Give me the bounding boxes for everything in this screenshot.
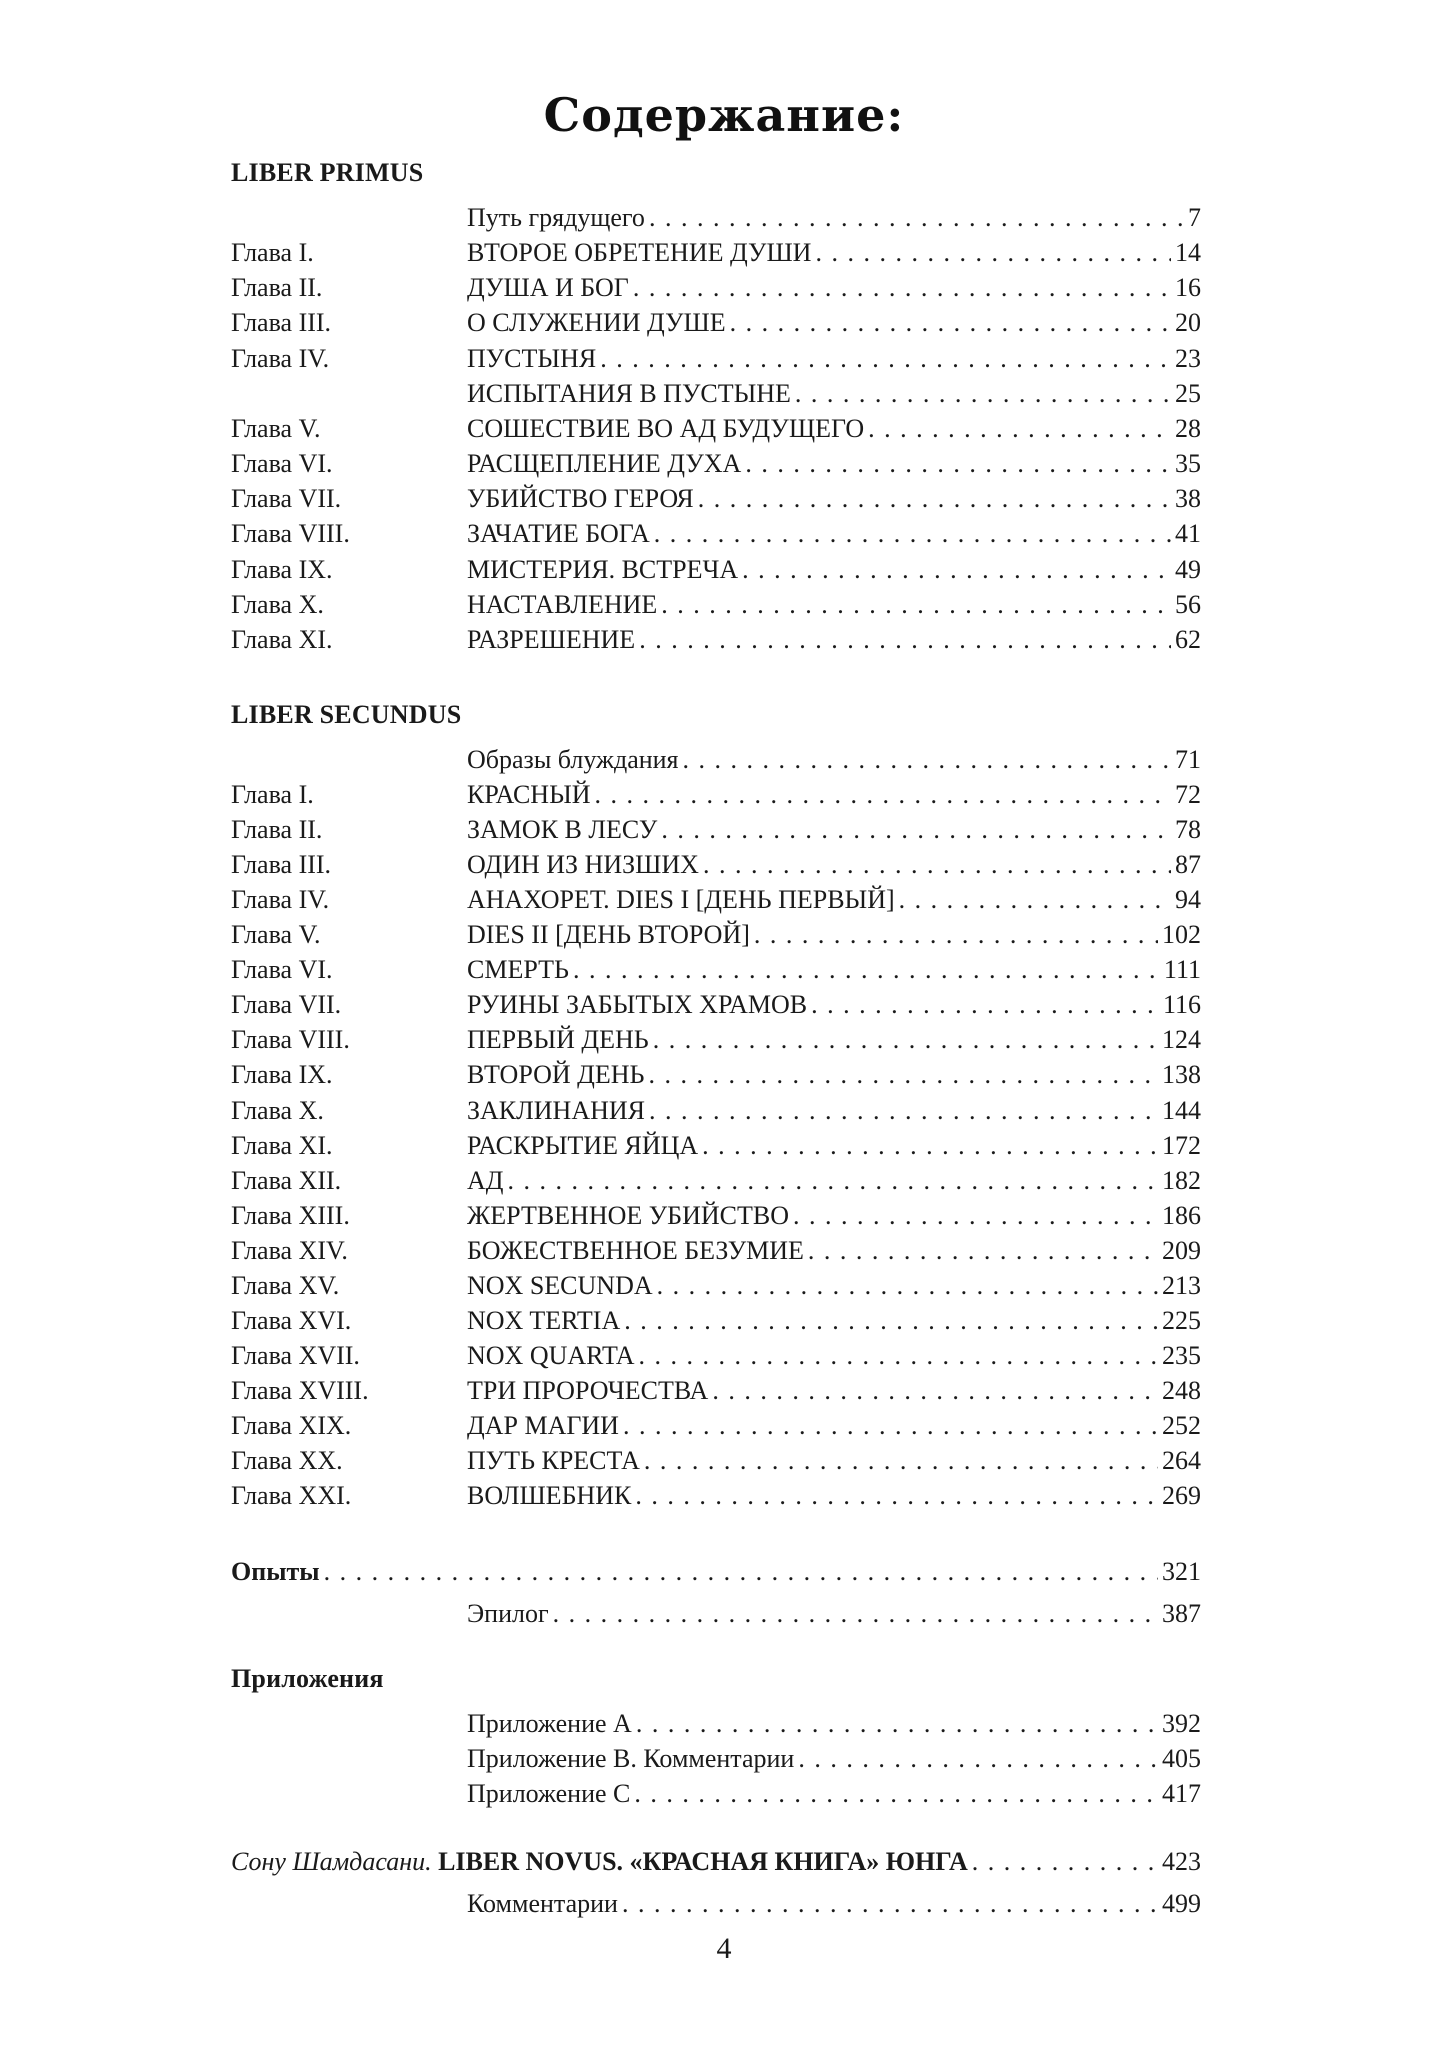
dot-leader (634, 1776, 1158, 1812)
toc-entry-title: СМЕРТЬ (467, 955, 569, 985)
toc-entry-title: DIES II [ДЕНЬ ВТОРОЙ] (467, 920, 750, 950)
dot-leader (712, 1373, 1158, 1409)
toc-entry-chapter: Глава IV. (231, 343, 330, 373)
toc-row-epilog (231, 1596, 1201, 1632)
toc-entry-page: 102 (1162, 920, 1201, 950)
toc-entry-page: 213 (1162, 1270, 1201, 1300)
toc-entry-chapter: Глава XI. (231, 624, 333, 654)
toc-entry-title: Комментарии (467, 1889, 618, 1918)
toc-entry-title: РУИНЫ ЗАБЫТЫХ ХРАМОВ (467, 990, 808, 1020)
toc-row-shamdasani (231, 1844, 1201, 1880)
toc-entry-page: 248 (1162, 1375, 1201, 1405)
toc-entry-page: 56 (1175, 589, 1201, 619)
dot-leader (683, 742, 1171, 778)
toc-entry-page: 172 (1162, 1130, 1201, 1160)
toc-entry-page: 387 (1162, 1599, 1201, 1628)
toc-entry-title: ИСПЫТАНИЯ В ПУСТЫНЕ (467, 378, 791, 408)
dot-leader (703, 847, 1171, 883)
dot-leader (644, 1443, 1158, 1479)
dot-leader (795, 376, 1171, 412)
toc-entry-title: АД (467, 1165, 504, 1195)
dot-leader (657, 1268, 1158, 1304)
toc-entry-page: 7 (1188, 203, 1201, 232)
toc-row (231, 917, 1201, 953)
toc-entry-title: Опыты (231, 1557, 320, 1586)
dot-leader (623, 1408, 1158, 1444)
toc-row (231, 622, 1201, 658)
dot-leader (508, 1163, 1158, 1199)
toc-entry-title: ВОЛШЕБНИК (467, 1481, 632, 1511)
toc-entry-chapter: Глава III. (231, 308, 332, 338)
toc-entry-title: АНАХОРЕТ. DIES I [ДЕНЬ ПЕРВЫЙ] (467, 885, 895, 915)
toc-entry-page: 78 (1175, 815, 1201, 845)
toc-row (231, 1057, 1201, 1093)
dot-leader (653, 1022, 1158, 1058)
toc-row (231, 411, 1201, 447)
toc-row (231, 1776, 1201, 1812)
toc-entry-page: 209 (1162, 1235, 1201, 1265)
toc-entry-title: NOX QUARTA (467, 1340, 635, 1370)
toc-entry-chapter: Глава VI. (231, 955, 333, 985)
toc-entry-chapter: Глава XXI. (231, 1481, 352, 1511)
dot-leader (324, 1554, 1158, 1590)
toc-row (231, 987, 1201, 1023)
toc-entry-page: 23 (1175, 343, 1201, 373)
toc-entry-page: 264 (1162, 1446, 1201, 1475)
dot-leader (702, 1128, 1158, 1164)
toc-row (231, 847, 1201, 883)
toc-entry-author: Сону Шамдасани. (231, 1847, 432, 1876)
toc-entry-chapter: Глава XII. (231, 1165, 342, 1195)
toc-entry-title: ВТОРОЙ ДЕНЬ (467, 1060, 645, 1090)
toc-entry-page: 41 (1175, 519, 1201, 549)
toc-entry-chapter: Глава XIV. (231, 1235, 348, 1265)
toc-entry-page: 252 (1162, 1410, 1201, 1440)
toc-row (231, 446, 1201, 482)
toc-row (231, 777, 1201, 813)
toc-entry-title: КРАСНЫЙ (467, 780, 591, 810)
toc-row (231, 1741, 1201, 1777)
toc-entry-chapter: Глава V. (231, 413, 321, 443)
dot-leader (798, 1741, 1158, 1777)
page-number: 4 (716, 1932, 732, 1965)
toc-entry-chapter: Глава VII. (231, 990, 342, 1020)
toc-entry-page: 124 (1162, 1025, 1201, 1055)
toc-entry-chapter: Глава X. (231, 1095, 324, 1125)
toc-entry-chapter: Глава IX. (231, 1060, 333, 1090)
dot-leader (636, 1706, 1158, 1742)
toc-row (231, 305, 1201, 341)
toc-row (231, 1163, 1201, 1199)
toc-entry-title: Приложение A (467, 1709, 632, 1738)
toc-entry-title: NOX SECUNDA (467, 1270, 653, 1300)
toc-entry-title: Путь грядущего (467, 203, 645, 232)
dot-leader (649, 200, 1184, 236)
toc-entry-page: 182 (1162, 1165, 1201, 1195)
toc-entry-page: 392 (1162, 1709, 1201, 1738)
dot-leader (633, 270, 1171, 306)
dot-leader (649, 1093, 1158, 1129)
toc-entry-title: РАЗРЕШЕНИЕ (467, 624, 636, 654)
toc-entry-title: Приложение C (467, 1779, 631, 1808)
toc-row (231, 376, 1201, 412)
toc-entry-title: ПЕРВЫЙ ДЕНЬ (467, 1025, 649, 1055)
toc-row (231, 1022, 1201, 1058)
toc-entry-chapter: Глава XVII. (231, 1340, 360, 1370)
dot-leader (868, 411, 1171, 447)
dot-leader (648, 1057, 1158, 1093)
toc-row (231, 1373, 1201, 1409)
dot-leader (661, 587, 1171, 623)
toc-entry-page: 269 (1162, 1481, 1201, 1511)
toc-entry-page: 144 (1162, 1095, 1201, 1125)
toc-row (231, 1268, 1201, 1304)
dot-leader (793, 1198, 1158, 1234)
toc-entry-title: МИСТЕРИЯ. ВСТРЕЧА (467, 554, 739, 584)
toc-entry-page: 116 (1162, 990, 1201, 1020)
toc-row (231, 742, 1201, 778)
toc-entry-title: ДАР МАГИИ (467, 1410, 619, 1440)
toc-row (231, 1478, 1201, 1514)
toc-entry-page: 225 (1162, 1305, 1201, 1335)
toc-row (231, 270, 1201, 306)
toc-entry-chapter: Глава IX. (231, 554, 333, 584)
toc-row (231, 882, 1201, 918)
toc-entry-page: 20 (1175, 308, 1201, 338)
toc-row (231, 516, 1201, 552)
toc-entry-page: 35 (1175, 449, 1201, 479)
toc-row (231, 235, 1201, 271)
dot-leader (811, 987, 1159, 1023)
toc-row (231, 481, 1201, 517)
toc-entry-title: ЗАКЛИНАНИЯ (467, 1095, 646, 1125)
dot-leader (730, 305, 1171, 341)
toc-entry-page: 38 (1175, 484, 1201, 514)
toc-row-comments (231, 1886, 1201, 1922)
dot-leader (624, 1303, 1158, 1339)
toc-entry-page: 417 (1162, 1779, 1201, 1808)
toc-entry-page: 71 (1175, 745, 1201, 774)
toc-entry-title: ПУСТЫНЯ (467, 343, 597, 373)
toc-entry-chapter: Глава VIII. (231, 519, 350, 549)
toc-entry-chapter: Глава III. (231, 850, 332, 880)
toc-entry-chapter: Глава XI. (231, 1130, 333, 1160)
toc-entry-page: 16 (1175, 273, 1201, 303)
toc-entry-title: ОДИН ИЗ НИЗШИХ (467, 850, 699, 880)
toc-entry-chapter: Глава II. (231, 815, 323, 845)
dot-leader (553, 1596, 1158, 1632)
toc-entry-chapter: Глава I. (231, 780, 314, 810)
dot-leader (661, 812, 1171, 848)
toc-entry-page: 94 (1175, 885, 1201, 915)
toc-entry-page: 499 (1162, 1889, 1201, 1918)
toc-row (231, 341, 1201, 377)
toc-entry-chapter: Глава XX. (231, 1446, 343, 1475)
toc-row (231, 1233, 1201, 1269)
toc-entry-title: УБИЙСТВО ГЕРОЯ (467, 484, 694, 514)
toc-row (231, 1338, 1201, 1374)
toc-entry-chapter: Глава XIII. (231, 1200, 350, 1230)
toc-entry-title: СОШЕСТВИЕ ВО АД БУДУЩЕГО (467, 413, 865, 443)
dot-leader (745, 446, 1171, 482)
dot-leader (754, 917, 1158, 953)
toc-entry-title: ТРИ ПРОРОЧЕСТВА (467, 1375, 709, 1405)
toc-entry-page: 62 (1175, 624, 1201, 654)
toc-entry-chapter: Глава I. (231, 238, 314, 268)
toc-entry-chapter: Глава XVIII. (231, 1375, 369, 1405)
dot-leader (654, 516, 1171, 552)
toc-row (231, 552, 1201, 588)
section-heading-secundus: LIBER SECUNDUS (231, 700, 462, 729)
toc-entry-chapter: Глава X. (231, 589, 324, 619)
dot-leader (573, 952, 1160, 988)
toc-entry-page: 25 (1175, 378, 1201, 408)
section-heading-appendices: Приложения (231, 1664, 384, 1693)
toc-entry-title: NOX TERTIA (467, 1305, 621, 1335)
dot-leader (595, 777, 1171, 813)
toc-row-opyty (231, 1554, 1201, 1590)
toc-entry-page: 405 (1162, 1744, 1201, 1773)
toc-entry-page: 87 (1175, 850, 1201, 880)
dot-leader (972, 1844, 1158, 1880)
dot-leader (635, 1478, 1158, 1514)
toc-entry-title: ЗАЧАТИЕ БОГА (467, 519, 650, 549)
section-heading-primus: LIBER PRIMUS (231, 158, 424, 187)
toc-entry-title: О СЛУЖЕНИИ ДУШЕ (467, 308, 726, 338)
toc-entry-title: ПУТЬ КРЕСТА (467, 1446, 640, 1475)
toc-entry-title: Образы блуждания (467, 745, 679, 774)
toc-entry-page: 49 (1175, 554, 1201, 584)
toc-entry-page: 28 (1175, 413, 1201, 443)
toc-entry-chapter: Глава II. (231, 273, 323, 303)
dot-leader (815, 235, 1171, 271)
dot-leader (622, 1886, 1158, 1922)
toc-entry-chapter: Глава XIX. (231, 1410, 352, 1440)
toc-entry-chapter: Глава XVI. (231, 1305, 352, 1335)
toc-row (231, 1408, 1201, 1444)
toc-entry-page: 321 (1162, 1557, 1201, 1586)
toc-row (231, 812, 1201, 848)
toc-entry-title: РАСКРЫТИЕ ЯЙЦА (467, 1130, 699, 1160)
toc-row (231, 1128, 1201, 1164)
toc-entry-page: 423 (1162, 1847, 1201, 1876)
toc-entry-page: 186 (1162, 1200, 1201, 1230)
toc-entry-page: 14 (1175, 238, 1201, 268)
toc-entry-page: 111 (1163, 955, 1201, 985)
toc-entry-chapter: Глава V. (231, 920, 321, 950)
dot-leader (639, 1338, 1158, 1374)
toc-entry-title: Эпилог (467, 1599, 549, 1628)
toc-entry-title: ДУША И БОГ (467, 273, 629, 303)
toc-row (231, 587, 1201, 623)
toc-entry-chapter: Глава VI. (231, 449, 333, 479)
toc-row (231, 1093, 1201, 1129)
toc-entry-title: ВТОРОЕ ОБРЕТЕНИЕ ДУШИ (467, 238, 812, 268)
toc-entry-title: БОЖЕСТВЕННОЕ БЕЗУМИЕ (467, 1235, 804, 1265)
toc-entry-page: 138 (1162, 1060, 1201, 1090)
toc-entry-title: ЗАМОК В ЛЕСУ (467, 815, 658, 845)
dot-leader (899, 882, 1171, 918)
toc-row (231, 1303, 1201, 1339)
dot-leader (639, 622, 1171, 658)
dot-leader (808, 1233, 1158, 1269)
toc-entry-chapter: Глава VII. (231, 484, 342, 514)
dot-leader (742, 552, 1171, 588)
toc-entry-title: НАСТАВЛЕНИЕ (467, 589, 658, 619)
toc-row (231, 1443, 1201, 1479)
toc-row (231, 952, 1201, 988)
toc-row (231, 1198, 1201, 1234)
toc-entry-title: ЖЕРТВЕННОЕ УБИЙСТВО (467, 1200, 790, 1230)
toc-row (231, 1706, 1201, 1742)
toc-entry-chapter: Глава IV. (231, 885, 330, 915)
dot-leader (600, 341, 1171, 377)
toc-entry-page: 235 (1162, 1340, 1201, 1370)
toc-entry-page: 72 (1175, 780, 1201, 810)
dot-leader (698, 481, 1171, 517)
toc-row (231, 200, 1201, 236)
toc-entry-title: РАСЩЕПЛЕНИЕ ДУХА (467, 449, 742, 479)
toc-entry-title: Приложение B. Комментарии (467, 1744, 795, 1773)
toc-entry-title: LIBER NOVUS. «КРАСНАЯ КНИГА» ЮНГА (438, 1847, 968, 1876)
toc-entry-chapter: Глава VIII. (231, 1025, 350, 1055)
toc-entry-chapter: Глава XV. (231, 1270, 340, 1300)
page-title: Содержание: (543, 88, 905, 142)
